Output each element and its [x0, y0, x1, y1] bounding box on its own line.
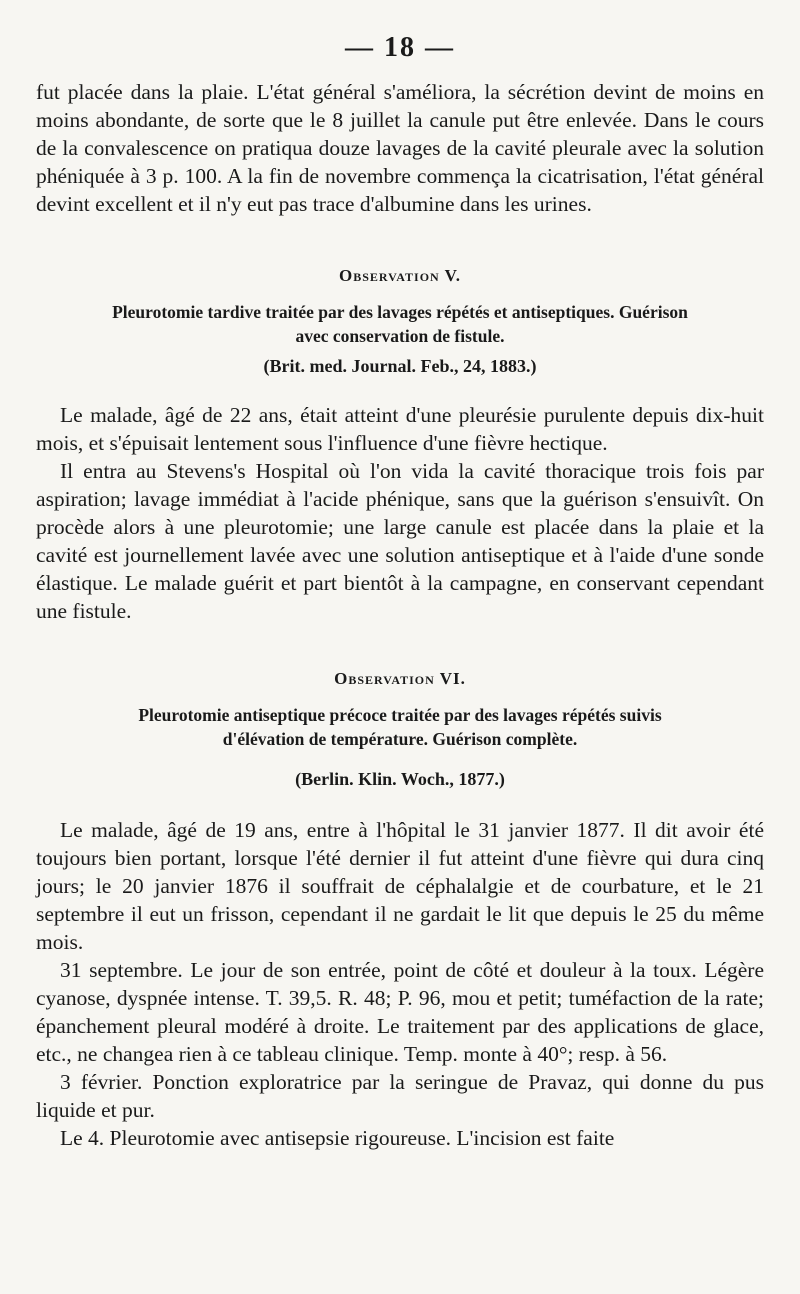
observation-6-source: (Berlin. Klin. Woch., 1877.) [295, 769, 505, 789]
observation-6-paragraph-4: Le 4. Pleurotomie avec antisepsie rigoureuse. L'incision est faite [60, 1126, 615, 1150]
paragraph-continuation: fut placée dans la plaie. L'état général s'améliora, la sécrétion devint de moins en moins abondante, de sorte que le 8 juillet la canule put être enlevée. Dans le cours de la convalescence on pratiqua douze lavages de la cavité pleurale avec la solution phéniquée à 3 p. 100. A la fin de novembre commença la cicatrisation, l'état général devint excellent et il n'y eut pas trace d'albumine dans les urines. [36, 80, 764, 216]
observation-5-paragraph-1: Le malade, âgé de 22 ans, était atteint d'une pleurésie purulente depuis dix-huit mois, et s'épuisait lentement sous l'influence d'une fièvre hectique. [36, 403, 764, 455]
observation-5-source: (Brit. med. Journal. Feb., 24, 1883.) [263, 356, 537, 376]
observation-6-paragraph-1: Le malade, âgé de 19 ans, entre à l'hôpital le 31 janvier 1877. Il dit avoir été toujours bien portant, lorsque l'été dernier il fut atteint d'une fièvre qui dura cinq jours; le 20 janvier 1876 il souffrait de céphalalgie et de courbature, et le 21 septembre il eut un frisson, cependant il ne gardait le lit que depuis le 25 du même mois. [36, 818, 764, 954]
observation-6-subtitle-line1: Pleurotomie antiseptique précoce traitée par des lavages répétés suivis [138, 705, 662, 725]
observation-6-subtitle-line2: d'élévation de température. Guérison complète. [222, 729, 578, 749]
observation-5-subtitle-line1: Pleurotomie tardive traitée par des lavages répétés et antiseptiques. Guérison [112, 302, 688, 322]
observation-6-subtitle [36, 703, 764, 751]
observation-6-paragraph-2: 31 septembre. Le jour de son entrée, point de côté et douleur à la toux. Légère cyanose, dyspnée intense. T. 39,5. R. 48; P. 96, mou et petit; tuméfaction de la rate; épanchement pleural modéré à droite. Le traitement par des applications de glace, etc., ne changea rien à ce tableau clinique. Temp. monte à 40°; resp. à 56. [36, 958, 764, 1066]
observation-5-subtitle [36, 300, 764, 348]
observation-6-paragraph-3: 3 février. Ponction exploratrice par la seringue de Pravaz, qui donne du pus liquide et pur. [36, 1070, 764, 1122]
page-number: — 18 — [345, 32, 455, 63]
observation-5-title: Observation V. [339, 266, 461, 285]
observation-6-title: Observation VI. [334, 669, 466, 688]
observation-5-paragraph-2: Il entra au Stevens's Hospital où l'on vida la cavité thoracique trois fois par aspiration; lavage immédiat à l'acide phénique, sans que la guérison s'ensuivît. On procède alors à une pleurotomie; une large canule est placée dans la plaie et la cavité est journellement lavée avec une solution antiseptique et à l'aide d'une sonde élastique. Le malade guérit et part bientôt à la campagne, en conservant cependant une fistule. [36, 459, 764, 623]
observation-5-subtitle-line2: avec conservation de fistule. [295, 326, 505, 346]
